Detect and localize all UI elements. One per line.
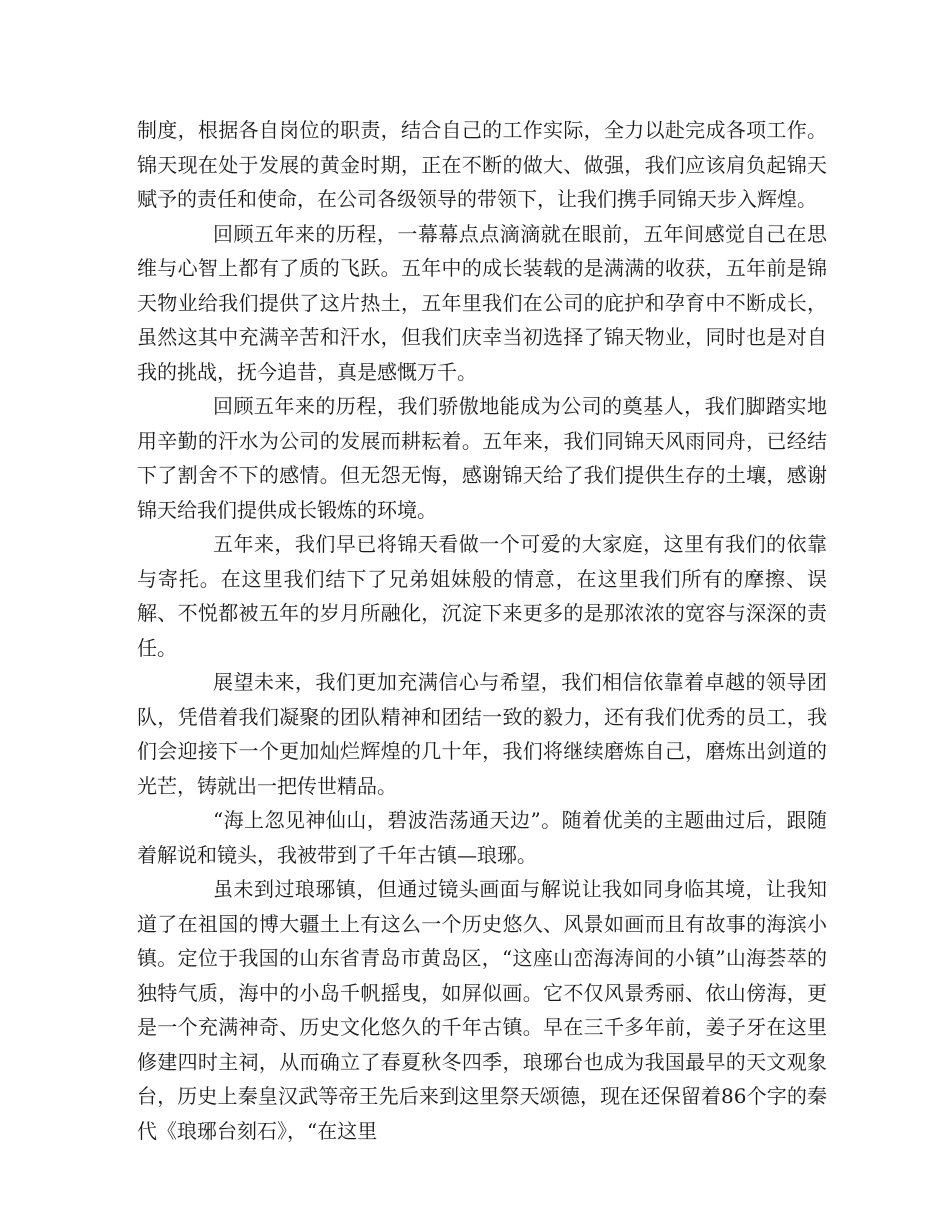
paragraph-3: 回顾五年来的历程，我们骄傲地能成为公司的奠基人，我们脚踏实地用辛勤的汗水为公司的发展而耕耘着。五年来，我们同锦天风雨同舟，已经结下了割舍不下的感情。但无怨无悔，感谢锦天给了我们提供生存的土壤，感谢锦天给我们提供成长锻炼的环境。 [137, 394, 827, 522]
paragraph-2: 回顾五年来的历程，一幕幕点点滴滴就在眼前，五年间感觉自己在思维与心智上都有了质的飞跃。五年中的成长装载的是满满的收获，五年前是锦天物业给我们提供了这片热土，五年里我们在公司的庇护和孕育中不断成长，虽然这其中充满辛苦和汗水，但我们庆幸当初选择了锦天物业，同时也是对自我的挑战，抚今追昔，真是感慨万千。 [137, 221, 827, 384]
document-body [137, 113, 827, 1148]
paragraph-5: 展望未来，我们更加充满信心与希望，我们相信依靠着卓越的领导团队，凭借着我们凝聚的团队精神和团结一致的毅力，还有我们优秀的员工，我们会迎接下一个更加灿烂辉煌的几十年，我们将继续磨炼自己，磨炼出剑道的光芒，铸就出一把传世精品。 [137, 670, 827, 798]
paragraph-6: “海上忽见神仙山，碧波浩荡通天边”。随着优美的主题曲过后，跟随着解说和镜头，我被带到了千年古镇—琅琊。 [137, 808, 827, 867]
paragraph-7: 虽未到过琅琊镇，但通过镜头画面与解说让我如同身临其境，让我知道了在祖国的博大疆土上有这么一个历史悠久、风景如画而且有故事的海滨小镇。定位于我国的山东省青岛市黄岛区，“这座山峦海涛间的小镇”山海荟萃的独特气质，海中的小岛千帆摇曳，如屏似画。它不仅风景秀丽、依山傍海，更是一个充满神奇、历史文化悠久的千年古镇。早在三千多年前，姜子牙在这里修建四时主祠，从而确立了春夏秋冬四季，琅琊台也成为我国最早的天文观象台，历史上秦皇汉武等帝王先后来到这里祭天颂德，现在还保留着86个字的秦代《琅琊台刻石》，“在这里 [137, 877, 827, 1143]
paragraph-4: 五年来，我们早已将锦天看做一个可爱的大家庭，这里有我们的依靠与寄托。在这里我们结下了兄弟姐妹般的情意，在这里我们所有的摩擦、误解、不悦都被五年的岁月所融化，沉淀下来更多的是那浓浓的宽容与深深的责任。 [137, 532, 827, 660]
paragraph-1: 制度，根据各自岗位的职责，结合自己的工作实际，全力以赴完成各项工作。锦天现在处于发展的黄金时期，正在不断的做大、做强，我们应该肩负起锦天赋予的责任和使命，在公司各级领导的带领下，让我们携手同锦天步入辉煌。 [137, 118, 827, 211]
